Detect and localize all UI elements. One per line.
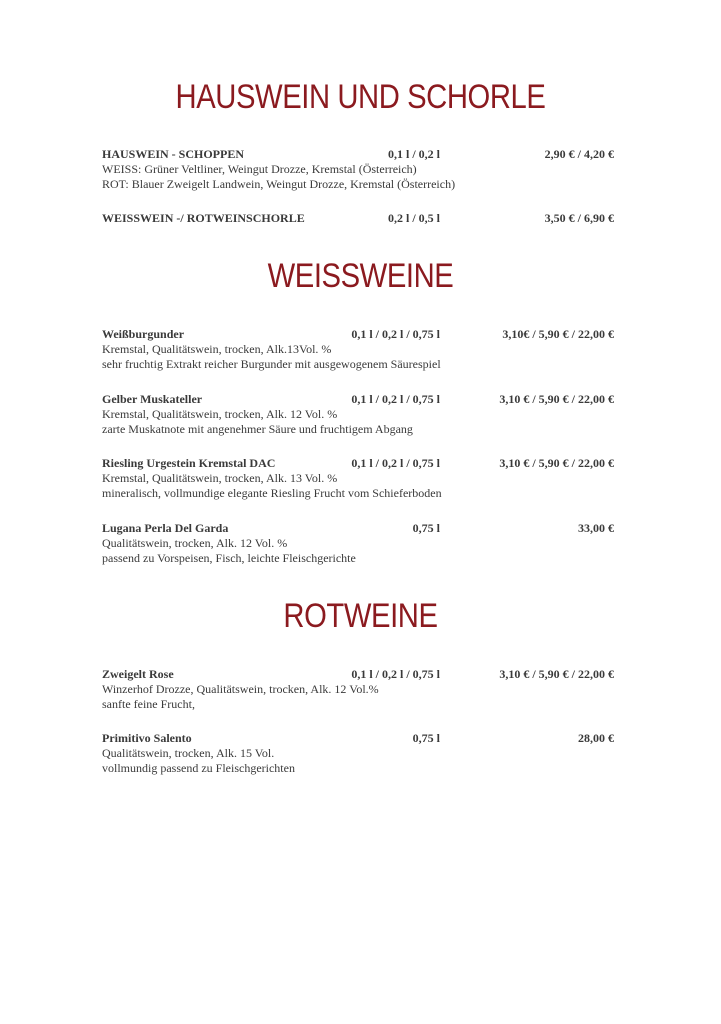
item-name: Gelber Muskateller — [102, 392, 203, 406]
item-size: 0,75 l — [412, 731, 440, 745]
item-desc: Qualitätswein, trocken, Alk. 12 Vol. % — [102, 536, 288, 550]
item-size: 0,1 l / 0,2 l / 0,75 l — [351, 456, 440, 470]
menu-item — [102, 731, 622, 776]
item-name: Weißburgunder — [102, 327, 185, 341]
item-desc: mineralisch, vollmundige elegante Riesling Frucht vom Schieferboden — [102, 485, 442, 500]
item-size: 0,1 l / 0,2 l / 0,75 l — [351, 392, 440, 406]
item-desc: Winzerhof Drozze, Qualitätswein, trocken, Alk. 12 Vol.% — [102, 682, 379, 696]
item-name: Zweigelt Rose — [102, 667, 174, 681]
item-desc: WEISS: Grüner Veltliner, Weingut Drozze, Kremstal (Österreich) — [102, 162, 417, 176]
item-name: Riesling Urgestein Kremstal DAC — [102, 456, 276, 470]
item-size: 0,1 l / 0,2 l / 0,75 l — [351, 327, 440, 341]
item-size: 0,1 l / 0,2 l — [387, 147, 440, 161]
item-price: 3,10€ / 5,90 € / 22,00 € — [502, 327, 614, 341]
item-desc: zarte Muskatnote mit angenehmer Säure und fruchtigem Abgang — [102, 421, 413, 436]
menu-item — [102, 456, 622, 501]
item-size: 0,1 l / 0,2 l / 0,75 l — [351, 667, 440, 681]
menu-item — [102, 327, 622, 372]
item-size: 0,75 l — [412, 521, 440, 535]
item-desc: passend zu Vorspeisen, Fisch, leichte Fleischgerichte — [102, 550, 356, 565]
item-name: Primitivo Salento — [102, 731, 192, 745]
item-price: 3,10 € / 5,90 € / 22,00 € — [499, 392, 614, 406]
item-desc: sanfte feine Frucht, — [102, 696, 195, 711]
item-price: 3,10 € / 5,90 € / 22,00 € — [499, 667, 614, 681]
item-price: 28,00 € — [578, 731, 614, 745]
item-desc: vollmundig passend zu Fleischgerichten — [102, 760, 295, 775]
menu-item — [102, 392, 622, 437]
menu-item — [102, 147, 622, 192]
item-name: HAUSWEIN - SCHOPPEN — [102, 147, 245, 161]
item-desc: Kremstal, Qualitätswein, trocken, Alk. 13 Vol. % — [102, 471, 338, 485]
item-name: Lugana Perla Del Garda — [102, 521, 229, 535]
menu-item — [102, 667, 622, 712]
item-price: 3,50 € / 6,90 € — [544, 211, 614, 225]
item-desc: Kremstal, Qualitätswein, trocken, Alk.13Vol. % — [102, 342, 332, 356]
section-title-hauswein: HAUSWEIN UND SCHORLE — [175, 78, 546, 116]
item-price: 3,10 € / 5,90 € / 22,00 € — [499, 456, 614, 470]
item-desc: ROT: Blauer Zweigelt Landwein, Weingut Drozze, Kremstal (Österreich) — [102, 176, 456, 191]
section-title-rotweine: ROTWEINE — [283, 597, 438, 635]
menu-item — [102, 211, 622, 226]
item-price: 2,90 € / 4,20 € — [544, 147, 614, 161]
item-size: 0,2 l / 0,5 l — [387, 211, 440, 225]
item-desc: Qualitätswein, trocken, Alk. 15 Vol. — [102, 746, 275, 760]
item-desc: sehr fruchtig Extrakt reicher Burgunder mit ausgewogenem Säurespiel — [102, 356, 441, 371]
item-desc: Kremstal, Qualitätswein, trocken, Alk. 12 Vol. % — [102, 407, 338, 421]
menu-item — [102, 521, 622, 566]
section-title-weissweine: WEISSWEINE — [267, 257, 454, 295]
item-name: WEISSWEIN -/ ROTWEINSCHORLE — [102, 211, 305, 225]
item-price: 33,00 € — [578, 521, 614, 535]
